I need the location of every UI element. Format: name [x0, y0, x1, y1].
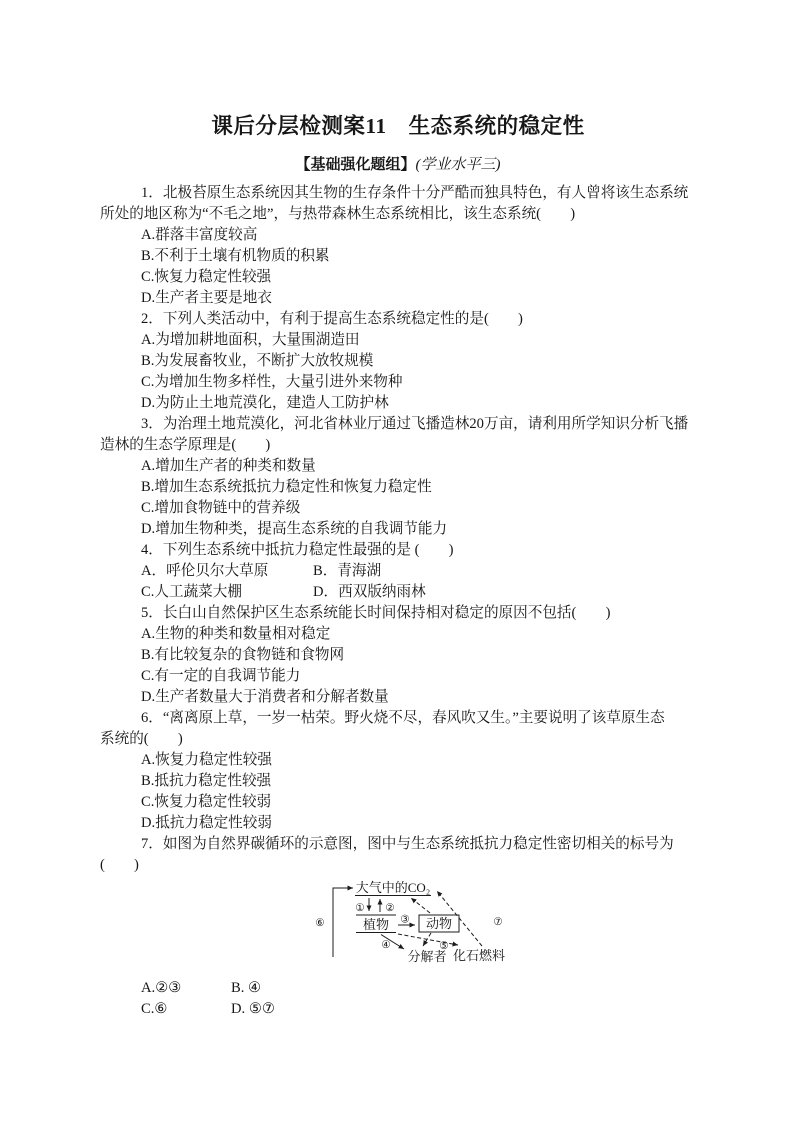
- option-line: A.生物的种类和数量相对稳定: [141, 626, 331, 642]
- arrow-animals-to-co2: [411, 898, 430, 913]
- section-badge: 【基础强化题组】: [295, 157, 416, 173]
- node-atmosphere-co2: 大气中的CO₂: [355, 880, 431, 895]
- arrow-label-6: ⑥: [315, 918, 325, 929]
- option-line: [100, 978, 696, 999]
- option-cell: C.人工蔬菜大棚: [141, 584, 242, 600]
- option-cell: C.⑥: [141, 1001, 168, 1017]
- carbon-cycle-diagram: [298, 880, 598, 975]
- option-cell: A.②③: [141, 980, 182, 996]
- option-line: D.为防止土地荒漠化，建造人工防护林: [141, 395, 389, 411]
- option-line: C.为增加生物多样性，大量引进外来物种: [141, 374, 403, 390]
- arrow-label-1: ①: [355, 903, 365, 914]
- option-line: [100, 999, 696, 1020]
- page-title: 课后分层检测案11 生态系统的稳定性: [211, 114, 585, 138]
- arrow-decomposers-to-co2: [333, 888, 353, 957]
- question-line: 2．下列人类活动中，有利于提高生态系统稳定性的是( ): [141, 311, 523, 327]
- node-plants: 植物: [362, 917, 390, 932]
- node-animals: 动物: [425, 916, 453, 931]
- arrow-label-4: ④: [381, 940, 391, 951]
- option-cell: B．青海湖: [313, 563, 382, 579]
- option-line: C.恢复力稳定性较强: [141, 269, 272, 285]
- continuation-line: ( ): [100, 857, 139, 873]
- section-level: (学业水平三): [415, 157, 501, 173]
- arrow-label-3: ③: [400, 914, 410, 926]
- arrow-label-2: ②: [385, 903, 395, 914]
- node-decomposers: 分解者: [407, 949, 447, 964]
- question-block-bottom: [100, 978, 696, 1020]
- option-line: A.增加生产者的种类和数量: [141, 458, 316, 474]
- option-line: [100, 582, 696, 603]
- option-cell: A．呼伦贝尔大草原: [141, 563, 269, 579]
- option-line: D.生产者数量大于消费者和分解者数量: [141, 689, 389, 705]
- option-cell: B. ④: [231, 980, 262, 996]
- continuation-line: 系统的( ): [100, 731, 183, 747]
- option-line: [100, 561, 696, 582]
- question-line: 7．如图为自然界碳循环的示意图，图中与生态系统抵抗力稳定性密切相关的标号为: [141, 836, 674, 852]
- option-cell: D. ⑤⑦: [231, 1001, 276, 1017]
- question-line: 1．北极苔原生态系统因其生物的生存条件十分严酷而独具特色，有人曾将该生态系统: [141, 185, 689, 201]
- arrow-label-5: ⑤: [439, 941, 449, 952]
- question-line: 4．下列生态系统中抵抗力稳定性最强的是 ( ): [141, 542, 454, 558]
- section-heading: [100, 155, 696, 176]
- option-line: A.为增加耕地面积，大量围湖造田: [141, 332, 360, 348]
- question-block-top: [100, 183, 696, 876]
- option-line: B.为发展畜牧业，不断扩大放牧规模: [141, 353, 374, 369]
- option-line: D.抵抗力稳定性较弱: [141, 815, 272, 831]
- continuation-line: 所处的地区称为“不毛之地”，与热带森林生态系统相比，该生态系统( ): [100, 206, 576, 222]
- option-line: C.恢复力稳定性较弱: [141, 794, 272, 810]
- option-line: B.有比较复杂的食物链和食物网: [141, 647, 345, 663]
- question-7-figure: [298, 880, 598, 975]
- option-line: B.抵抗力稳定性较强: [141, 773, 272, 789]
- option-line: C.有一定的自我调节能力: [141, 668, 301, 684]
- option-line: A.恢复力稳定性较强: [141, 752, 272, 768]
- worksheet-content: [100, 112, 696, 1020]
- option-line: B.不利于土壤有机物质的积累: [141, 248, 330, 264]
- option-line: C.增加食物链中的营养级: [141, 500, 301, 516]
- node-fossil-fuel: 化石燃料: [452, 948, 506, 963]
- arrow-label-7: ⑦: [493, 917, 503, 928]
- option-line: D.增加生物种类，提高生态系统的自我调节能力: [141, 521, 448, 537]
- arrow-plants-to-fossil-fuel: [398, 934, 458, 945]
- option-line: D.生产者主要是地衣: [141, 290, 272, 306]
- option-line: B.增加生态系统抵抗力稳定性和恢复力稳定性: [141, 479, 432, 495]
- question-line: 5．长白山自然保护区生态系统能长时间保持相对稳定的原因不包括( ): [141, 605, 611, 621]
- option-line: A.群落丰富度较高: [141, 227, 258, 243]
- continuation-line: 造林的生态学原理是( ): [100, 437, 271, 453]
- option-cell: D．西双版纳雨林: [313, 584, 426, 600]
- question-line: 6．“离离原上草，一岁一枯荣。野火烧不尽，春风吹又生。”主要说明了该草原生态: [141, 710, 665, 726]
- question-line: 3．为治理土地荒漠化，河北省林业厅通过飞播造林20万亩，请利用所学知识分析飞播: [141, 416, 689, 432]
